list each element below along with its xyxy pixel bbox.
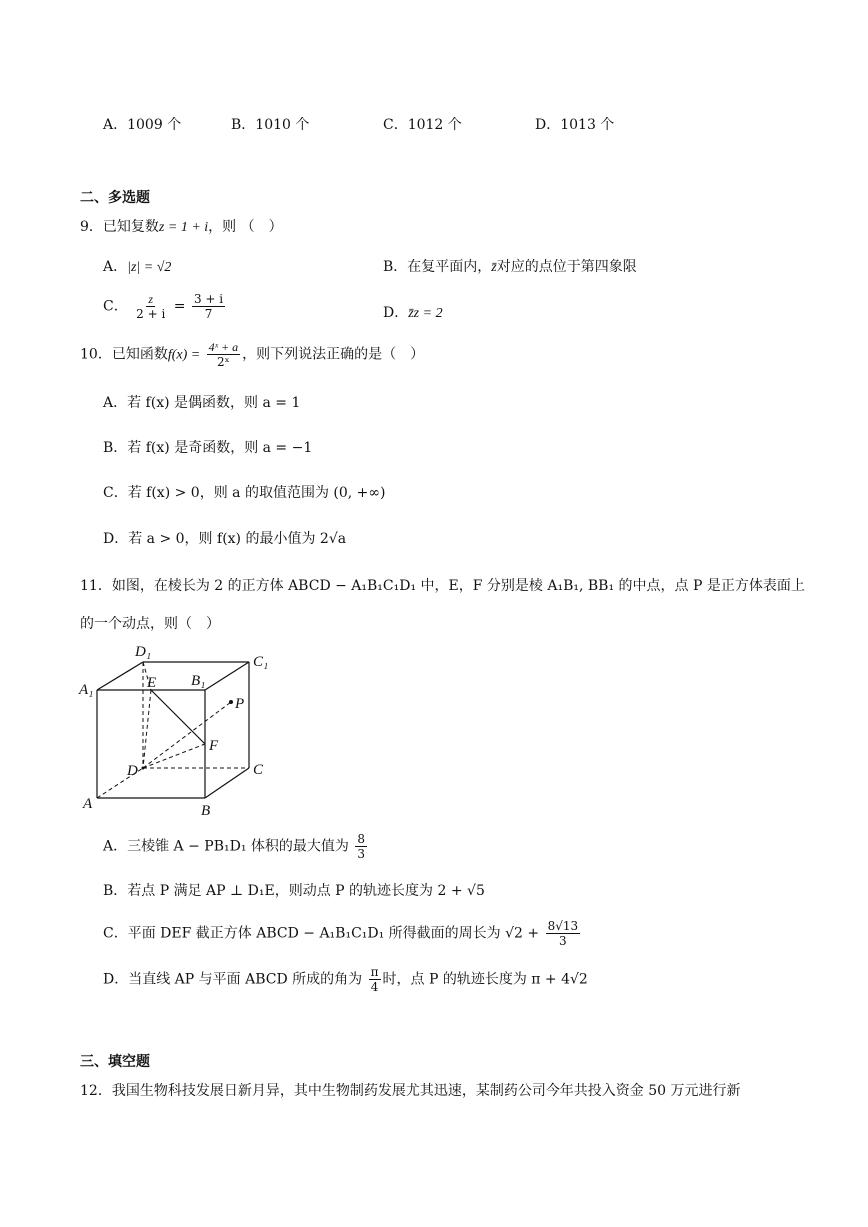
label-c1: C₁ [253, 654, 269, 670]
q9-option-c: C． $\frac{z}{2 + i}$ = $\frac{3 + i}{7}$ [103, 292, 224, 321]
question-9-stem: 9．已知复数z = 1 + i，则 （ ） [80, 219, 283, 235]
question-11-stem: 11．如图，在棱长为 2 的正方体 ABCD − A₁B₁C₁D₁ 中，E，F 分别是棱 A₁B₁, BB₁ 的中点，点 P 是正方体表面上 [80, 578, 805, 594]
q9-option-b: B．在复平面内，z̄对应的点位于第四象限 [383, 259, 637, 275]
q11-option-d: D．当直线 AP 与平面 ABCD 所成的角为 $\frac{\pi}{4}$ 时，点 P 的轨迹长度为 π + 4√2 [103, 965, 588, 994]
q10-option-c: C．若 f(x) > 0，则 a 的取值范围为 (0, +∞) [103, 485, 386, 501]
option-b: B．1010 个 [231, 117, 310, 133]
q10-option-b: B．若 f(x) 是奇函数，则 a = −1 [103, 440, 313, 456]
label-a1: A₁ [79, 682, 94, 698]
label-b: B [201, 803, 211, 819]
label-e: E [147, 675, 157, 691]
option-a: A．1009 个 [103, 117, 182, 133]
question-11-stem-cont: 的一个动点，则（ ） [80, 616, 220, 632]
cube-figure [75, 640, 285, 825]
q9-option-d: D．z̄z = 2 [383, 305, 443, 321]
question-12-stem: 12．我国生物科技发展日新月异，其中生物制药发展尤其迅速，某制药公司今年共投入资金 50 万元进行新 [80, 1083, 741, 1099]
option-d: D．1013 个 [535, 117, 615, 133]
label-c: C [253, 762, 264, 778]
label-p: P [235, 696, 245, 712]
label-a: A [83, 796, 93, 812]
q10-option-a: A．若 f(x) 是偶函数，则 a = 1 [103, 395, 301, 411]
q11-option-c: C．平面 DEF 截正方体 ABCD − A₁B₁C₁D₁ 所得截面的周长为 √2 + $\frac{8√13}{3}$ [103, 919, 579, 948]
section-title: 二、多选题 [80, 190, 150, 206]
q10-option-d: D．若 a > 0，则 f(x) 的最小值为 2√a [103, 531, 347, 547]
question-10-stem: 10．已知函数f(x) = $\frac{\text{4ˣ + a}}{\text{2ˣ}}$ ，则下列说法正确的是（ ） [80, 340, 425, 369]
label-d: D [127, 763, 138, 779]
option-c: C．1012 个 [383, 117, 462, 133]
label-f: F [209, 738, 219, 754]
q11-option-b: B．若点 P 满足 AP ⊥ D₁E，则动点 P 的轨迹长度为 2 + √5 [103, 883, 485, 899]
q9-option-a: A．|z| = √2 [103, 259, 172, 275]
q11-option-a: A．三棱锥 A − PB₁D₁ 体积的最大值为 $\frac{8}{3}$ [103, 832, 366, 861]
section-title: 三、填空题 [80, 1054, 150, 1070]
label-d1: D₁ [135, 644, 152, 660]
label-b1: B₁ [191, 673, 206, 689]
